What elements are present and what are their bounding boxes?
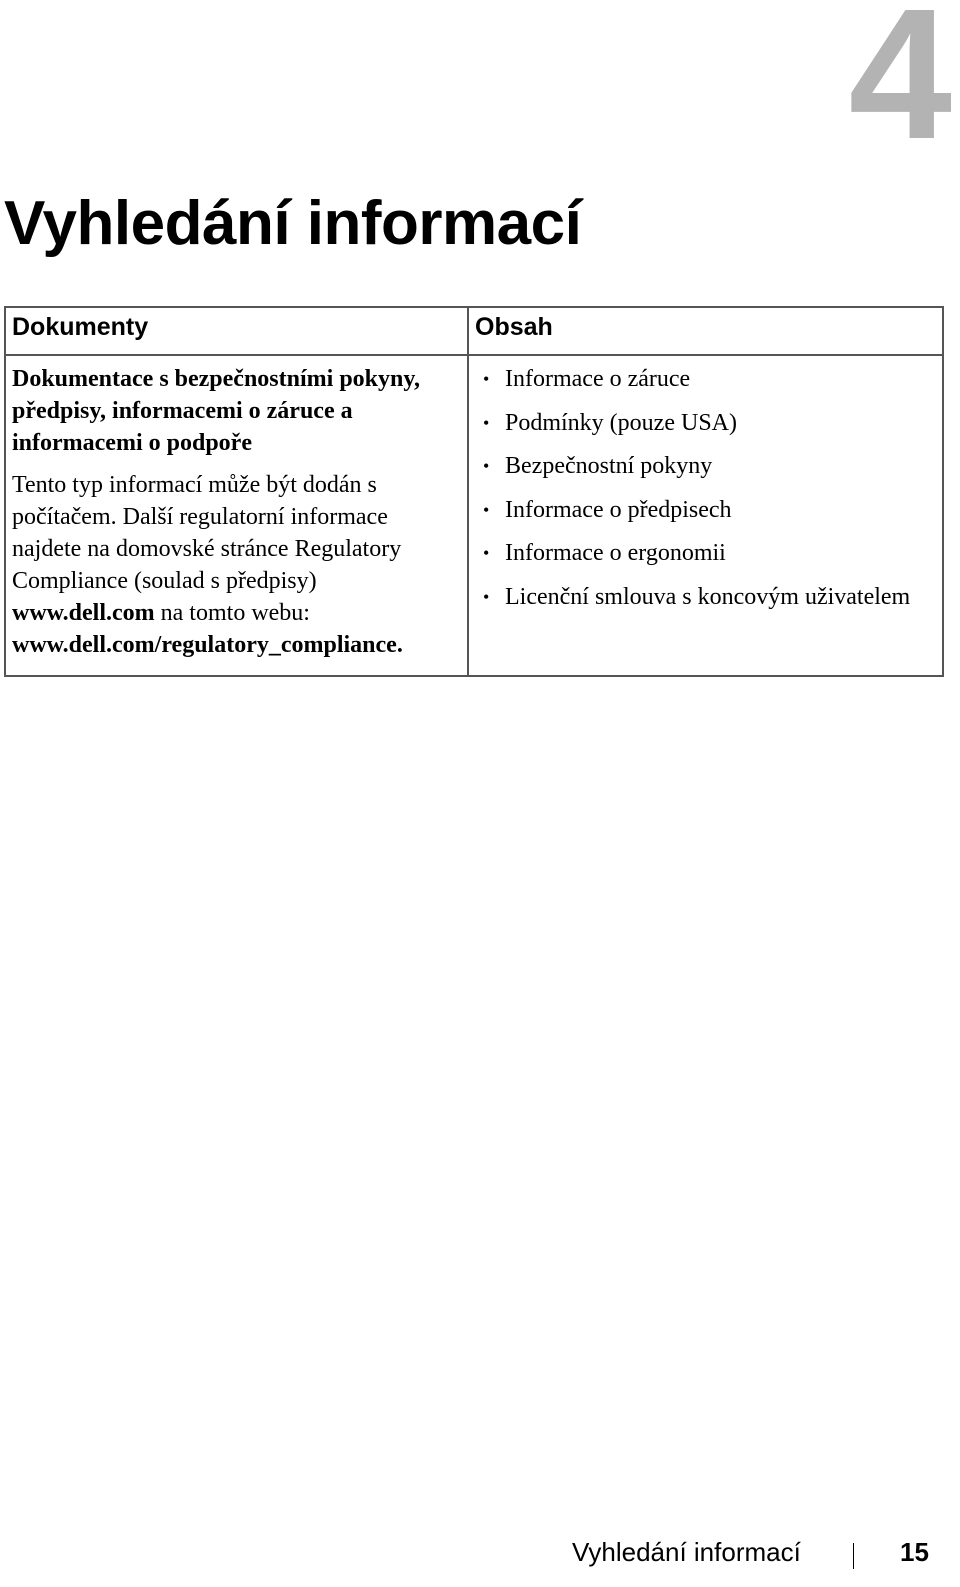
document-description bbox=[12, 469, 461, 661]
list-item bbox=[475, 363, 936, 395]
regulatory-compliance-link[interactable]: www.dell.com/regulatory_compliance. bbox=[12, 632, 403, 658]
document-heading: Dokumentace s bezpečnostními pokyny, předpisy, informacemi o záruce a informacemi o podpoře bbox=[12, 366, 421, 456]
list-item-label: Informace o předpisech bbox=[505, 496, 732, 523]
dell-site-link[interactable]: www.dell.com bbox=[12, 600, 155, 626]
bullet-icon: • bbox=[483, 412, 490, 433]
bullet-icon: • bbox=[483, 456, 490, 476]
list-item bbox=[475, 537, 936, 569]
description-text-2: na tomto webu: bbox=[154, 600, 310, 626]
bullet-icon: • bbox=[483, 369, 490, 389]
bullet-icon: • bbox=[483, 586, 490, 607]
chapter-number: 4 bbox=[848, 0, 948, 178]
list-item-label: Informace o ergonomii bbox=[505, 540, 726, 566]
list-item bbox=[475, 494, 936, 526]
list-item-label: Podmínky (pouze USA) bbox=[505, 409, 737, 436]
contents-list bbox=[475, 363, 936, 613]
description-text: Tento typ informací může být dodán s počítačem. Další regulatorní informace najdete na domovské stránce Regulatory Compliance (soulad s předpisy) bbox=[12, 472, 402, 594]
list-item bbox=[475, 407, 936, 439]
list-item bbox=[475, 581, 936, 613]
page-number: 15 bbox=[900, 1537, 929, 1567]
info-table bbox=[4, 306, 944, 677]
table-row bbox=[5, 355, 943, 676]
header-documents: Dokumenty bbox=[5, 307, 468, 355]
header-contents: Obsah bbox=[468, 307, 943, 355]
page-title: Vyhledání informací bbox=[4, 189, 582, 258]
bullet-icon: • bbox=[483, 543, 490, 563]
list-item-label: Licenční smlouva s koncovým uživatelem bbox=[505, 583, 911, 610]
documents-cell bbox=[5, 355, 468, 676]
list-item-label: Informace o záruce bbox=[505, 366, 691, 392]
page-footer bbox=[0, 1535, 960, 1575]
footer-separator bbox=[853, 1543, 854, 1569]
list-item bbox=[475, 450, 936, 482]
list-item-label: Bezpečnostní pokyny bbox=[505, 453, 713, 479]
footer-title: Vyhledání informací bbox=[572, 1537, 801, 1567]
table-header-row bbox=[5, 307, 943, 355]
bullet-icon: • bbox=[483, 499, 490, 520]
contents-cell bbox=[468, 355, 943, 676]
